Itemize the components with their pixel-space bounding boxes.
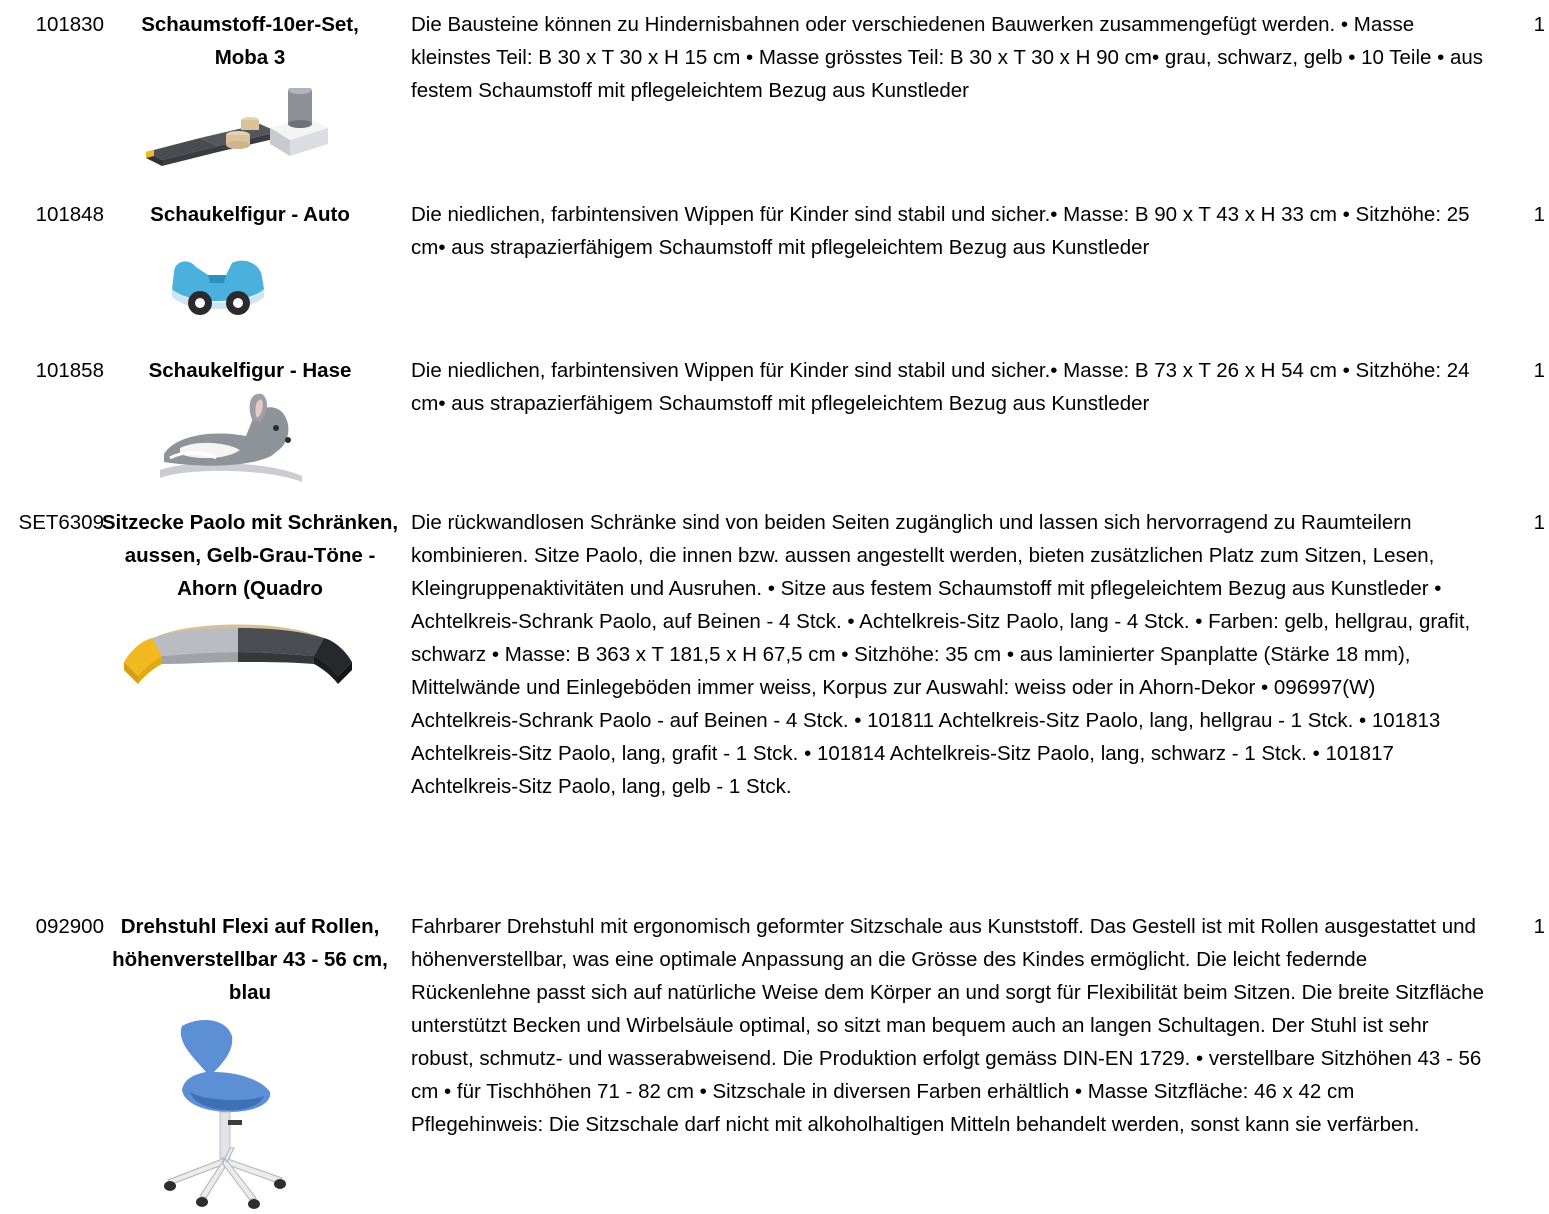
product-name-text: Schaukelfigur - Hase [148, 359, 352, 382]
product-description: Die niedlichen, farbintensiven Wippen für Kinder sind stabil und sicher.• Masse: B 73 x T 26 x H 54 cm • Sitzhöhe: 24 cm• aus strapazierfähigem Schaumstoff mit pflegeleichtem Bezug aus Kunstleder [411, 359, 1470, 415]
quantity: 1 [1533, 915, 1545, 938]
product-description: Die rückwandlosen Schränke sind von beiden Seiten zugänglich und lassen sich hervorragend zu Raumteilern kombinieren. Sitze Paolo, die innen bzw. aussen angestellt werden, bieten zusätzlichen Platz zum Sitzen, Lesen, Kleingruppenaktivitäten und Ausruhen. • Sitze aus festem Schaumstoff mit pflegeleichtem Bezug aus Kunstleder • Achtelkreis-Schrank Paolo, auf Beinen - 4 Stck. • Achtelkreis-Sitz Paolo, lang - 4 Stck. • Farben: gelb, hellgrau, grafit, schwarz • Masse: B 363 x T 181,5 x H 67,5 cm • Sitzhöhe: 35 cm • aus laminierter Spanplatte (Stärke 18 mm), Mittelwände und Einlegeböden immer weiss, Korpus zur Auswahl: weiss oder in Ahorn-Dekor • 096997(W) Achtelkreis-Schrank Paolo - auf Beinen - 4 Stck. • 101811 Achtelkreis-Sitz Paolo, lang, hellgrau - 1 Stck. • 101813 Achtelkreis-Sitz Paolo, lang, grafit - 1 Stck. • 101814 Achtelkreis-Sitz Paolo, lang, schwarz - 1 Stck. • 101817 Achtelkreis-Sitz Paolo, lang, gelb - 1 Stck. [411, 511, 1471, 798]
foam-blocks-set-image [140, 88, 340, 170]
swivel-chair-image [160, 1016, 290, 1214]
product-row [0, 506, 1549, 846]
quantity: 1 [1533, 359, 1545, 382]
product-name [96, 910, 404, 1009]
quantity: 1 [1533, 511, 1545, 534]
article-number: 101830 [35, 13, 104, 36]
article-number: 092900 [35, 915, 104, 938]
quantity: 1 [1533, 13, 1545, 36]
product-name [112, 354, 388, 387]
rocking-car-image [168, 253, 268, 323]
article-number: SET6309 [18, 511, 104, 534]
article-number: 101848 [35, 203, 104, 226]
product-name-text: Schaumstoff-10er-Set, Moba 3 [141, 13, 359, 69]
product-row [0, 8, 1549, 168]
seating-corner-image [118, 610, 358, 690]
article-number: 101858 [35, 359, 104, 382]
product-name-text: Schaukelfigur - Auto [150, 203, 350, 226]
product-name [96, 506, 404, 605]
product-description: Die Bausteine können zu Hindernisbahnen oder verschiedenen Bauwerken zusammengefügt werden. • Masse kleinstes Teil: B 30 x T 30 x H 15 cm • Masse grösstes Teil: B 30 x T 30 x H 90 cm• grau, schwarz, gelb • 10 Teile • aus festem Schaumstoff mit pflegeleichtem Bezug aus Kunstleder [411, 13, 1484, 102]
product-name [112, 198, 388, 231]
product-row [0, 354, 1549, 494]
product-row [0, 910, 1549, 1214]
rocking-rabbit-image [156, 390, 306, 492]
product-description: Die niedlichen, farbintensiven Wippen für Kinder sind stabil und sicher.• Masse: B 90 x T 43 x H 33 cm • Sitzhöhe: 25 cm• aus strapazierfähigem Schaumstoff mit pflegeleichtem Bezug aus Kunstleder [411, 203, 1470, 259]
product-name-text: Sitzecke Paolo mit Schränken, aussen, Gelb-Grau-Töne - Ahorn (Quadro [101, 511, 399, 600]
product-name-text: Drehstuhl Flexi auf Rollen, höhenverstellbar 43 - 56 cm, blau [112, 915, 388, 1004]
product-row [0, 198, 1549, 328]
product-description: Fahrbarer Drehstuhl mit ergonomisch geformter Sitzschale aus Kunststoff. Das Gestell ist mit Rollen ausgestattet und höhenverstellbar, was eine optimale Anpassung an die Grösse des Kindes ermöglicht. Die leicht federnde Rückenlehne passt sich auf natürliche Weise dem Körper an und sorgt für Flexibilität beim Sitzen. Die breite Sitzfläche unterstützt Becken und Wirbelsäule optimal, so sitzt man bequem auch an langen Schultagen. Der Stuhl ist sehr robust, schmutz- und wasserabweisend. Die Produktion erfolgt gemäss DIN-EN 1729. • verstellbare Sitzhöhen 43 - 56 cm • für Tischhöhen 71 - 82 cm • Sitzschale in diversen Farben erhältlich • Masse Sitzfläche: 46 x 42 cm Pflegehinweis: Die Sitzschale darf nicht mit alkoholhaltigen Mitteln behandelt werden, sonst kann sie verfärben. [411, 915, 1484, 1136]
product-name [112, 8, 388, 74]
quantity: 1 [1533, 203, 1545, 226]
